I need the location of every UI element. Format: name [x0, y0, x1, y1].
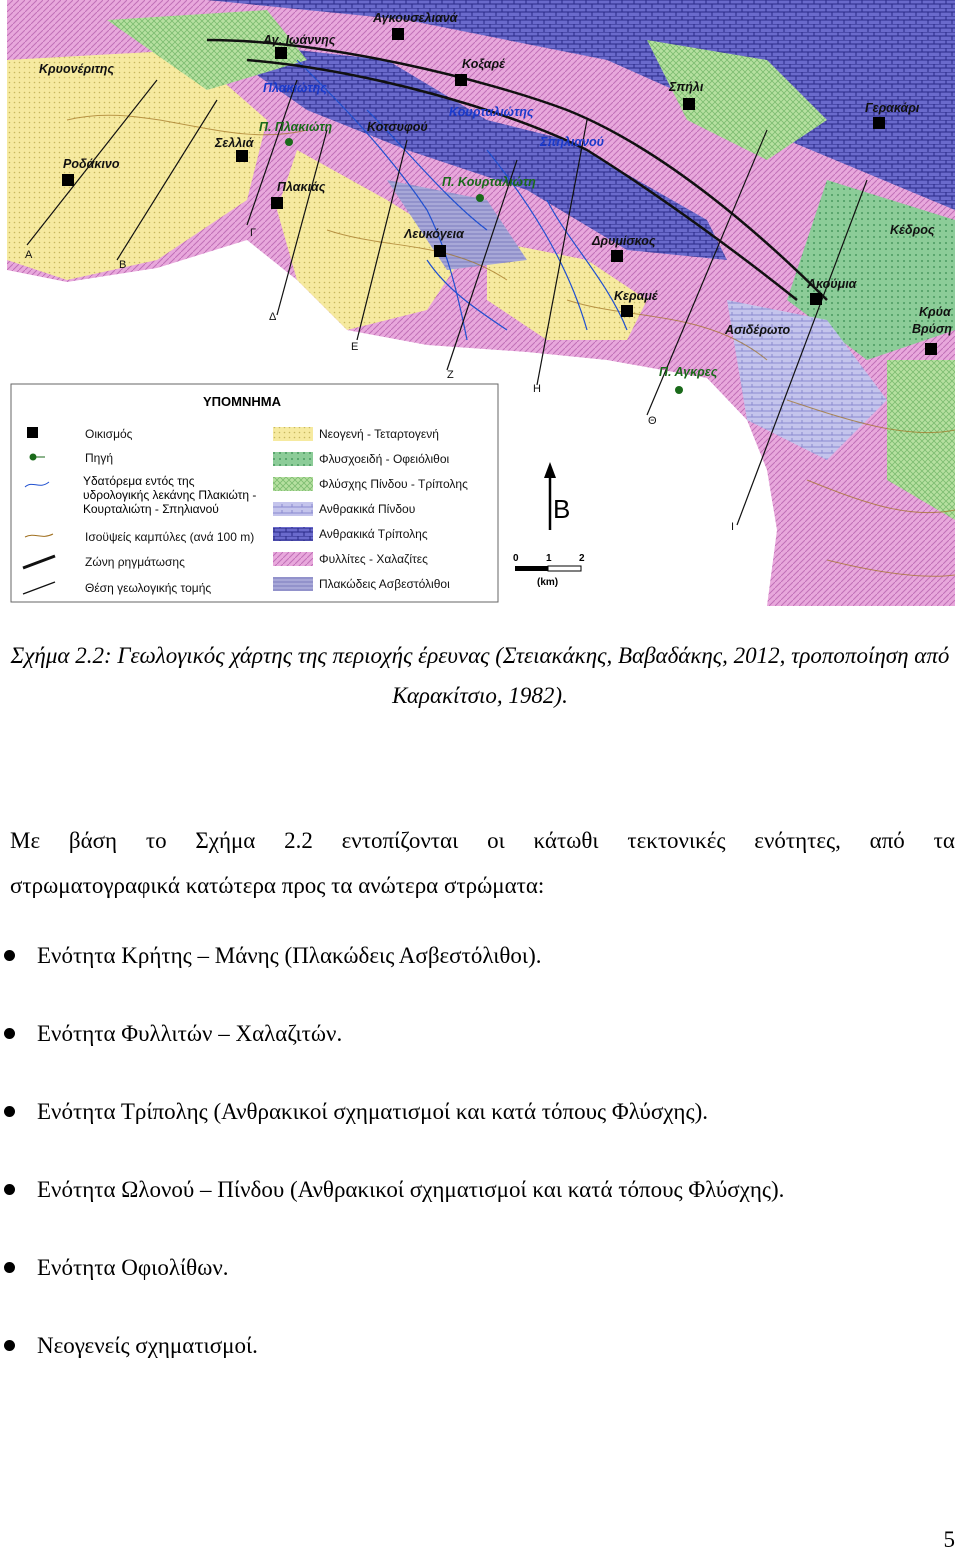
section-letter: Ζ [447, 369, 454, 381]
intro-paragraph [10, 818, 955, 908]
tectonic-units-list [0, 942, 960, 1410]
intro-line-2: στρωματογραφικά κατώτερα προς τα ανώτερα στρώματα: [10, 873, 545, 898]
legend-title: ΥΠΟΜΝΗΜΑ [203, 394, 281, 409]
section-letter: Ι [731, 521, 735, 533]
legend-label: Ανθρακικά Πίνδου [319, 502, 416, 516]
settlement-icon [27, 427, 38, 438]
figure-caption [10, 636, 950, 716]
page-number: 5 [943, 1527, 955, 1552]
legend-label: Νεογενή - Τεταρτογενή [319, 427, 439, 441]
place-label: Ροδάκινο [63, 157, 120, 171]
legend-label: Πηγή [85, 451, 114, 465]
intro-word: βάση [68, 828, 118, 853]
list-item: Ενότητα Οφιολίθων. [0, 1254, 960, 1332]
intro-word: τεκτονικές [627, 828, 726, 853]
place-label: Κοτσυφού [367, 120, 428, 134]
bullet-icon [4, 1028, 15, 1039]
place-label: Λευκόγεια [404, 227, 464, 241]
intro-word: ενότητες, [754, 828, 841, 853]
legend-label: Φλύσχης Πίνδου - Τρίπολης [319, 477, 468, 491]
intro-word: 2.2 [284, 828, 313, 853]
geological-map [7, 0, 955, 606]
caption-text: : Γεωλογικός χάρτης της περιοχής έρευνας (Στειακάκης, Βαβαδάκης, 2012, τροποποίηση από Καρακίτσιο, 1982). [103, 643, 950, 708]
place-label: Γερακάρι [865, 101, 920, 115]
place-label: Ακούμια [807, 277, 857, 291]
list-item: Νεογενείς σχηματισμοί. [0, 1332, 960, 1410]
legend-label: Ισοϋψείς καμπύλες (ανά 100 m) [85, 530, 255, 544]
place-label: Π. Αγκρες [659, 365, 718, 379]
svg-text:(km): (km) [537, 577, 559, 588]
section-letter: Α [25, 249, 33, 261]
intro-word: Με [10, 828, 41, 853]
place-label: Κοξαρέ [462, 57, 506, 71]
place-label: Αγ. Ιωάννης [263, 33, 336, 47]
section-letter: Δ [269, 311, 277, 323]
list-item: Ενότητα Κρήτης – Μάνης (Πλακώδεις Ασβεστόλιθοι). [0, 942, 960, 1020]
place-label: Κρυονέριτης [39, 62, 114, 76]
place-label: Δρυμίσκος [592, 234, 656, 248]
intro-word: τα [933, 828, 955, 853]
section-letter: Γ [250, 227, 257, 239]
map-legend [11, 384, 498, 602]
intro-line-1 [10, 818, 955, 863]
place-label: Ασιδέρωτο [725, 323, 791, 337]
legend-label: Φλυσχοειδή - Οφειόλιθοι [319, 452, 450, 466]
list-item: Ενότητα Φυλλιτών – Χαλαζιτών. [0, 1020, 960, 1098]
place-label: Πλακιώτης [263, 81, 327, 95]
legend-label: Ζώνη ρηγμάτωσης [85, 555, 185, 569]
place-label: Κρύα Βρύση [912, 305, 952, 336]
place-label: Σπήλι [669, 80, 704, 94]
intro-word: από [869, 828, 905, 853]
place-label: Π. Κουρταλιώτη [442, 175, 536, 189]
bullet-icon [4, 950, 15, 961]
place-label: Π. Πλακιώτη [259, 120, 333, 134]
place-label: Αγκουσελιανά [373, 11, 458, 25]
intro-word: Σχήμα [195, 828, 256, 853]
bullet-icon [4, 1262, 15, 1273]
place-label: Πλακιάς [277, 180, 326, 194]
intro-word: οι [487, 828, 505, 853]
intro-word: το [145, 828, 167, 853]
place-label: Κεραμέ [614, 289, 658, 303]
place-label: Κουρταλιώτης [449, 105, 534, 119]
list-item: Ενότητα Τρίπολης (Ανθρακικοί σχηματισμοί και κατά τόπους Φλύσχης). [0, 1098, 960, 1176]
bullet-icon [4, 1106, 15, 1117]
place-label: Κέδρος [890, 223, 935, 237]
bullet-icon [4, 1184, 15, 1195]
legend-label: Ανθρακικά Τρίπολης [319, 527, 428, 541]
svg-text:2: 2 [579, 553, 585, 564]
bullet-icon [4, 1340, 15, 1351]
svg-text:Β: Β [553, 494, 571, 524]
section-letter: Η [533, 383, 541, 395]
legend-label: Θέση γεωλογικής τομής [85, 581, 212, 595]
section-letter: Ε [351, 341, 359, 353]
intro-word: κάτωθι [533, 828, 599, 853]
legend-label: Οικισμός [85, 427, 133, 441]
intro-word: εντοπίζονται [341, 828, 459, 853]
place-label: Σπηλιανού [540, 135, 605, 149]
section-letter: Β [119, 259, 127, 271]
list-item: Ενότητα Ωλονού – Πίνδου (Ανθρακικοί σχηματισμοί και κατά τόπους Φλύσχης). [0, 1176, 960, 1254]
legend-label: Πλακώδεις Ασβεστόλιθοι [319, 577, 450, 591]
legend-label: Υδατόρεμα εντός της υδρολογικής λεκάνης Πλακιώτη - Κουρταλιώτη - Σπηλιανού [83, 474, 257, 516]
legend-label: Φυλλίτες - Χαλαζίτες [319, 552, 428, 566]
figure-label: Σχήμα 2.2 [10, 643, 104, 668]
section-letter: Θ [648, 415, 657, 427]
svg-text:0: 0 [513, 553, 519, 564]
svg-text:1: 1 [546, 553, 552, 564]
place-label: Σελλιά [215, 136, 254, 150]
